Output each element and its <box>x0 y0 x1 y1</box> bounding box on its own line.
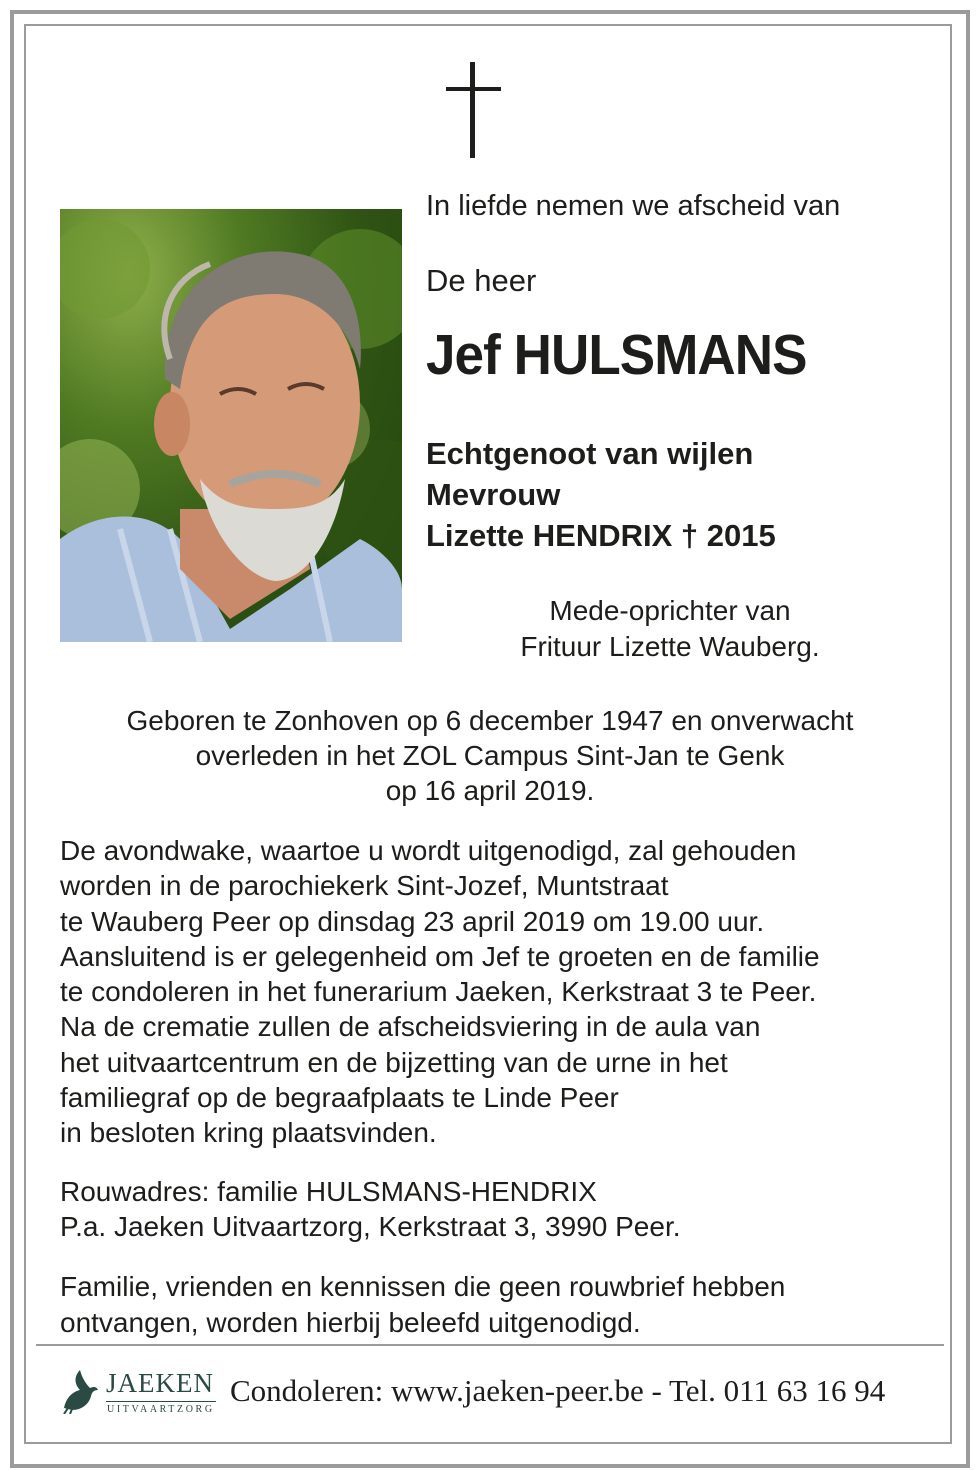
wake-line: familiegraf op de begraafplaats te Linde Peer <box>60 1082 619 1114</box>
birth-death-line: Geboren te Zonhoven op 6 december 1947 en onverwacht <box>126 705 854 736</box>
wake-line: te Wauberg Peer op dinsdag 23 april 2019 om 19.00 uur. <box>60 905 765 937</box>
honorific: De heer <box>426 263 537 298</box>
intro-text: In liefde nemen we afscheid van <box>426 190 841 222</box>
wake-paragraph <box>60 833 820 1151</box>
portrait-photo <box>60 209 402 642</box>
footer-divider <box>36 1344 944 1346</box>
wake-line: in besloten kring plaatsvinden. <box>60 1117 437 1149</box>
spouse-line: Echtgenoot van wijlen <box>426 436 754 471</box>
spouse-line: Lizette HENDRIX † 2015 <box>426 518 776 553</box>
logo-rule <box>106 1401 216 1402</box>
cofounder-block <box>470 593 870 665</box>
dove-icon <box>60 1368 100 1414</box>
wake-line: te condoleren in het funerarium Jaeken, Kerkstraat 3 te Peer. <box>60 976 817 1008</box>
wake-line: Aansluitend is er gelegenheid om Jef te groeten en de familie <box>60 940 820 972</box>
mourning-address <box>60 1174 681 1244</box>
jaeken-logo <box>60 1366 225 1418</box>
latin-cross-icon <box>444 62 504 160</box>
spouse-block <box>426 433 776 556</box>
deceased-name: Jef HULSMANS <box>426 323 807 387</box>
logo-subtitle: UITVAARTZORG <box>107 1404 215 1415</box>
cofounder-line: Frituur Lizette Wauberg. <box>520 631 820 662</box>
birth-death-line: overleden in het ZOL Campus Sint-Jan te Genk <box>195 740 785 771</box>
wake-line: Na de crematie zullen de afscheidsviering in de aula van <box>60 1011 761 1043</box>
invite-line: ontvangen, worden hierbij beleefd uitgenodigd. <box>60 1307 641 1338</box>
spouse-line: Mevrouw <box>426 477 561 512</box>
wake-line: worden in de parochiekerk Sint-Jozef, Muntstraat <box>60 870 669 902</box>
cofounder-line: Mede-oprichter van <box>549 595 791 626</box>
birth-death-line: op 16 april 2019. <box>385 775 595 806</box>
address-line: Rouwadres: familie HULSMANS-HENDRIX <box>60 1176 597 1207</box>
birth-death-block <box>40 703 940 808</box>
invite-line: Familie, vrienden en kennissen die geen rouwbrief hebben <box>60 1271 786 1302</box>
address-line: P.a. Jaeken Uitvaartzorg, Kerkstraat 3, 3990 Peer. <box>60 1211 681 1242</box>
condolence-contact[interactable]: Condoleren: www.jaeken-peer.be - Tel. 011 63 16 94 <box>230 1373 886 1408</box>
logo-brand: JAEKEN <box>106 1368 214 1398</box>
invitation-note <box>60 1269 785 1341</box>
wake-line: het uitvaartcentrum en de bijzetting van de urne in het <box>60 1046 728 1078</box>
wake-line: De avondwake, waartoe u wordt uitgenodigd, zal gehouden <box>60 835 797 866</box>
